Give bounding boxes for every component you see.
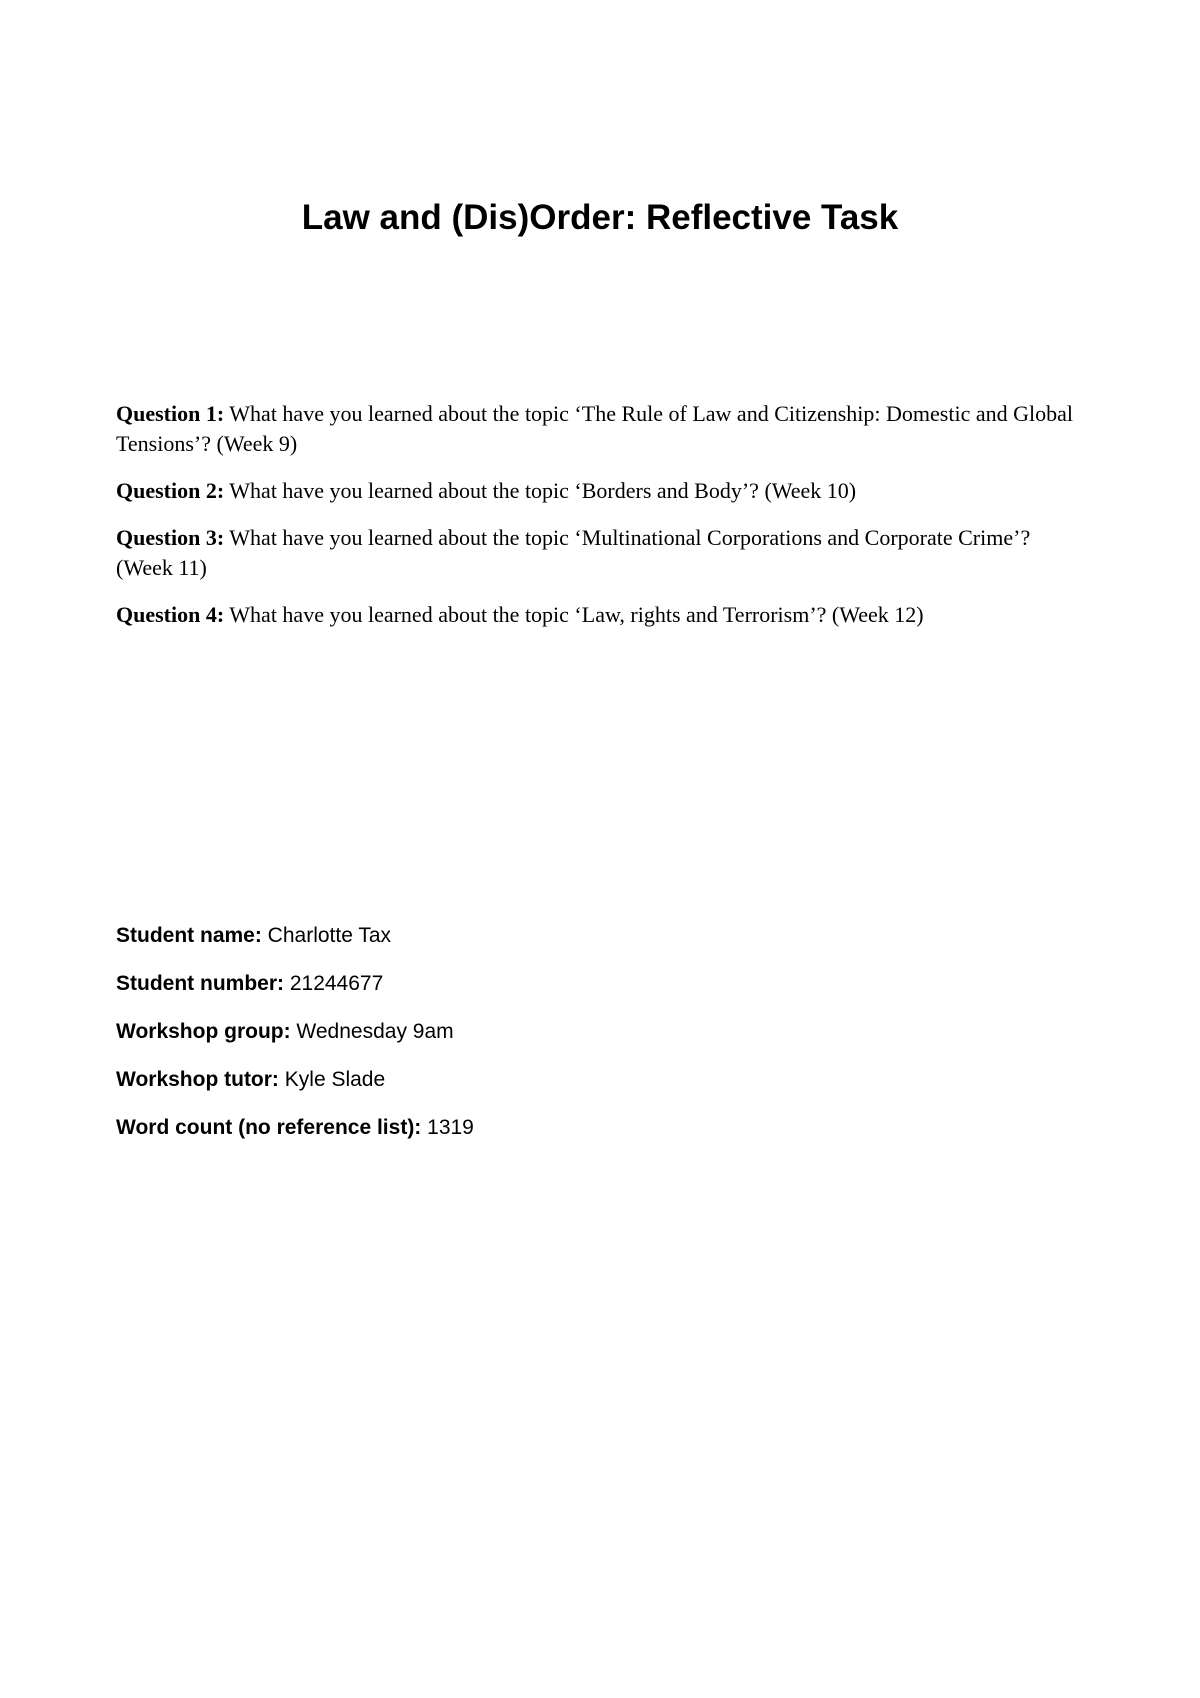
question-3-text: What have you learned about the topic ‘Multinational Corporations and Corporate Crime’? (Week 11) [116,525,1031,580]
question-1-label: Question 1: [116,401,225,426]
workshop-tutor-line [116,1066,1016,1094]
student-name-value: Charlotte Tax [261,924,392,947]
word-count-line [116,1114,1016,1142]
student-number-value: 21244677 [284,972,384,995]
workshop-group-value: Wednesday 9am [290,1020,454,1043]
student-number-line [116,970,1016,998]
workshop-tutor-label: Workshop tutor: [116,1068,279,1091]
document-title: Law and (Dis)Order: Reflective Task [301,198,899,237]
question-4-text: What have you learned about the topic ‘Law, rights and Terrorism’? (Week 12) [224,602,924,627]
question-3-label: Question 3: [116,525,225,550]
question-2 [116,476,1076,506]
question-4 [116,600,1076,630]
student-number-label: Student number: [116,972,284,995]
question-1 [116,399,1076,459]
student-name-label: Student name: [116,924,262,947]
workshop-group-label: Workshop group: [116,1020,291,1043]
workshop-group-line [116,1018,1016,1046]
student-name-line [116,922,1016,950]
question-4-label: Question 4: [116,602,225,627]
question-2-text: What have you learned about the topic ‘Borders and Body’? (Week 10) [224,478,857,503]
question-3 [116,523,1076,583]
workshop-tutor-value: Kyle Slade [278,1068,386,1091]
word-count-label: Word count (no reference list): [116,1116,422,1139]
student-info [116,922,1016,1162]
questions-list [116,399,1076,647]
word-count-value: 1319 [421,1116,474,1139]
question-2-label: Question 2: [116,478,225,503]
question-1-text: What have you learned about the topic ‘The Rule of Law and Citizenship: Domestic and Global Tensions’? (Week 9) [116,401,1073,456]
